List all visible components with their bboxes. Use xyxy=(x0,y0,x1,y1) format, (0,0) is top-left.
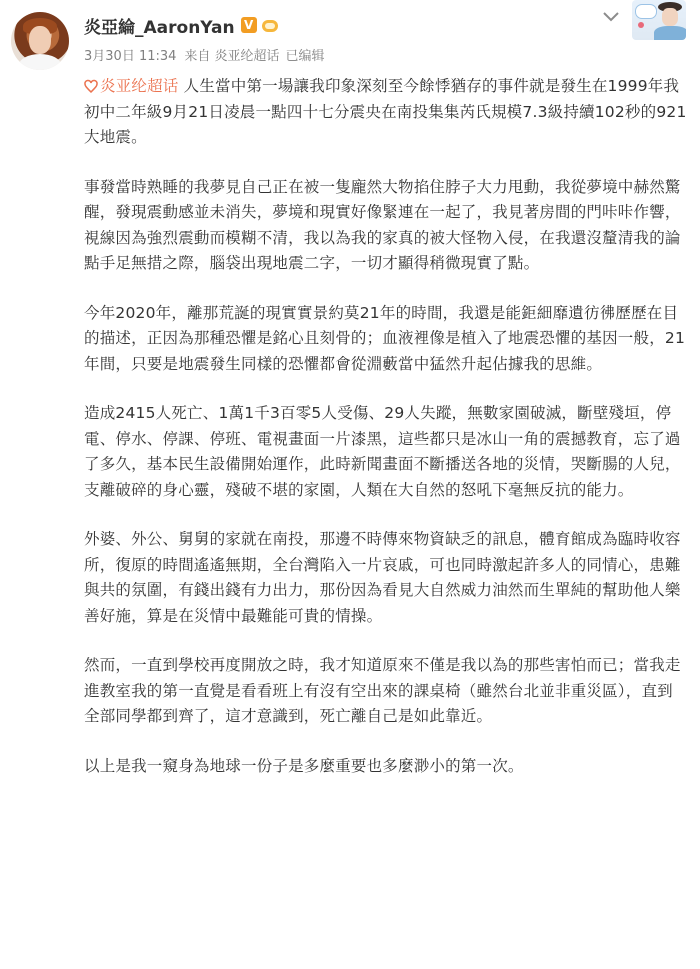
crown-icon xyxy=(261,17,279,33)
source-link[interactable]: 炎亚纶超话 xyxy=(214,49,280,64)
post-body xyxy=(84,74,688,803)
paragraph-3: 今年2020年，離那荒誕的現實實景約莫21年的時間，我還是能鉅細靡遺彷彿歷歷在目的描述，正因為那種恐懼是銘心且刻骨的；血液裡像是植入了地震恐懼的基因一般，21年間，只要是地震發生同樣的恐懼都會從淵藪當中猛然升起佔據我的思維。 xyxy=(84,303,686,373)
avatar-face xyxy=(29,26,51,54)
vip-badge-icon: V xyxy=(241,17,257,33)
paragraph-5: 外婆、外公、舅舅的家就在南投，那邊不時傳來物資缺乏的訊息，體育館成為臨時收容所，復原的時間遙遙無期，全台灣陷入一片哀戚，可也同時激起許多人的同情心，患難與共的氛圍，有錢出錢有力出力，那份因為看見大自然威力油然而生單純的幫助他人樂善好施，算是在災情中最難能可貴的情操。 xyxy=(84,530,681,625)
thumbnail-image[interactable] xyxy=(632,0,686,40)
paragraph-7: 以上是我一窺身為地球一份子是多麼重要也多麼渺小的第一次。 xyxy=(84,756,524,775)
topic-label: 炎亚纶超话 xyxy=(100,77,179,95)
post-timestamp[interactable]: 3月30日 11:34 xyxy=(84,49,177,64)
paragraph-4: 造成2415人死亡、1萬1千3百零5人受傷、29人失蹤，無數家園破滅，斷壁殘垣，停電、停水、停課、停班、電視畫面一片漆黑，這些都只是冰山一角的震撼教育，忘了過了多久，基本民生設備開始運作，此時新聞畫面不斷播送各地的災情，哭斷腸的人兒，支離破碎的身心靈，殘破不堪的家園，人類在大自然的怒吼下毫無反抗的能力。 xyxy=(84,404,681,499)
avatar-body xyxy=(19,54,61,70)
edited-label: 已编辑 xyxy=(285,49,325,64)
paragraph-2: 事發當時熟睡的我夢見自己正在被一隻龐然大物掐住脖子大力甩動，我從夢境中赫然驚醒，發現震動感並未消失，夢境和現實好像緊連在一起了，我見著房間的門咔咔作響，視線因為強烈震動而模糊不清，我以為我的家真的被大怪物入侵，在我還沒釐清我的論點手足無措之際，腦袋出現地震二字，一切才顯得稍微現實了點。 xyxy=(84,177,681,272)
chevron-down-icon[interactable] xyxy=(598,6,624,28)
post-header xyxy=(84,12,279,38)
topic-link[interactable] xyxy=(84,77,179,95)
avatar[interactable] xyxy=(11,12,69,70)
top-right-area xyxy=(598,0,686,40)
username-link[interactable]: 炎亞綸_AaronYan xyxy=(84,17,235,38)
from-label: 来自 xyxy=(184,49,211,64)
topic-icon xyxy=(84,79,98,93)
post-meta xyxy=(84,45,324,64)
paragraph-1 xyxy=(84,74,688,151)
paragraph-6: 然而，一直到學校再度開放之時，我才知道原來不僅是我以為的那些害怕而已；當我走進教室我的第一直覺是看看班上有沒有空出來的課桌椅（雖然台北並非重災區），直到全部同學都到齊了，這才意識到，死亡離自己是如此靠近。 xyxy=(84,656,681,725)
paragraph-1-text: 人生當中第一場讓我印象深刻至今餘悸猶存的事件就是發生在1999年我初中二年級9月21日凌晨一點四十七分震央在南投集集芮氏規模7.3級持續102秒的921大地震。 xyxy=(84,77,687,146)
